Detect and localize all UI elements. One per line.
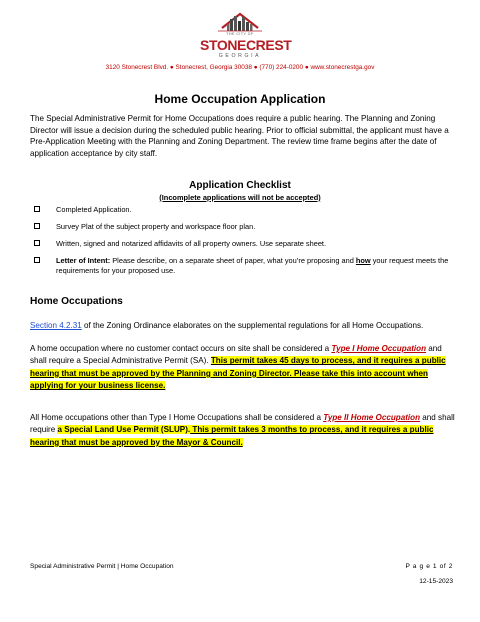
checklist-item-label: Survey Plat of the subject property and workspace floor plan.: [56, 222, 256, 231]
type-one-label: Type I Home Occupation: [331, 344, 427, 353]
checklist-item: [34, 205, 454, 215]
section-heading: Home Occupations: [30, 296, 123, 307]
checkbox[interactable]: [34, 206, 40, 212]
checklist-item: [34, 222, 454, 232]
checklist-title: Application Checklist: [189, 180, 291, 191]
highlight-45-days: This permit takes 45 days to process, and it requires a public hearing that must be approved by the Planning and Zoning Director. Please take this into account when applying for your business license.: [30, 356, 446, 391]
state-label: GEORGIA: [218, 53, 262, 59]
page-title: Home Occupation Application: [154, 92, 326, 106]
paragraph-text: of the Zoning Ordinance elaborates on the supplemental regulations for all Home Occupations.: [81, 321, 424, 330]
checklist-item-label: Completed Application.: [56, 205, 132, 214]
footer-date: 12-15-2023: [419, 578, 453, 585]
checklist-item: [34, 256, 454, 276]
type-two-label: Type II Home Occupation: [323, 413, 421, 422]
city-of-label: THE CITY OF: [226, 32, 254, 36]
slup-label: a Special Land Use Permit (SLUP).: [57, 425, 191, 435]
brand-name: STONECREST: [200, 37, 292, 53]
paragraph-type-one: [30, 343, 456, 393]
footer-title: Special Administrative Permit | Home Occupation: [30, 563, 174, 570]
checklist-item: [34, 239, 454, 249]
paragraph-text: All Home occupations other than Type I Home Occupations shall be considered a: [30, 413, 324, 422]
checkbox[interactable]: [34, 257, 40, 263]
letter-of-intent-label: Letter of Intent:: [56, 256, 111, 265]
checklist-item-text: Please describe, on a separate sheet of paper, what you’re proposing and: [110, 256, 356, 265]
checklist-item-text-end: your request meets the requirements for your proposed use.: [56, 256, 449, 275]
checkbox[interactable]: [34, 223, 40, 229]
paragraph-text: A home occupation where no customer contact occurs on site shall be considered a: [30, 344, 332, 353]
checklist-subtitle: (Incomplete applications will not be accepted): [159, 193, 321, 202]
paragraph-section-ref: [30, 320, 456, 332]
city-skyline-house-logo: [200, 10, 292, 64]
section-link[interactable]: Section 4.2.31: [30, 321, 82, 330]
address-line: 3120 Stonecrest Blvd. ● Stonecrest, Georgia 30038 ● (770) 224-0200 ● www.stonecrestga.gov: [105, 64, 375, 71]
page-number: P a g e 1 of 2: [405, 563, 453, 570]
paragraph-text: and shall require a Special Administrative Permit (SA).: [30, 344, 442, 366]
paragraph-text: and shall require: [30, 413, 455, 435]
application-checklist: [34, 205, 454, 283]
letterhead: [0, 10, 480, 71]
checkbox[interactable]: [34, 240, 40, 246]
paragraph-type-two: [30, 412, 456, 449]
checklist-item-label: Written, signed and notarized affidavits of all property owners. Use separate sheet.: [56, 239, 327, 248]
highlight-3-months: This permit takes 3 months to process, and it requires a public hearing that must be approved by the Mayor & Council.: [30, 425, 434, 447]
intro-paragraph: The Special Administrative Permit for Home Occupations does require a public hearing. The Planning and Zoning Director will issue a decision during the scheduled public hearing. Prior to official submittal, the applicant must have a Pre-Application Meeting with the Planning and Zoning Department. The review time frame begins after the date of application acceptance by city staff.: [30, 114, 449, 158]
emphasis-how: how: [355, 256, 371, 265]
